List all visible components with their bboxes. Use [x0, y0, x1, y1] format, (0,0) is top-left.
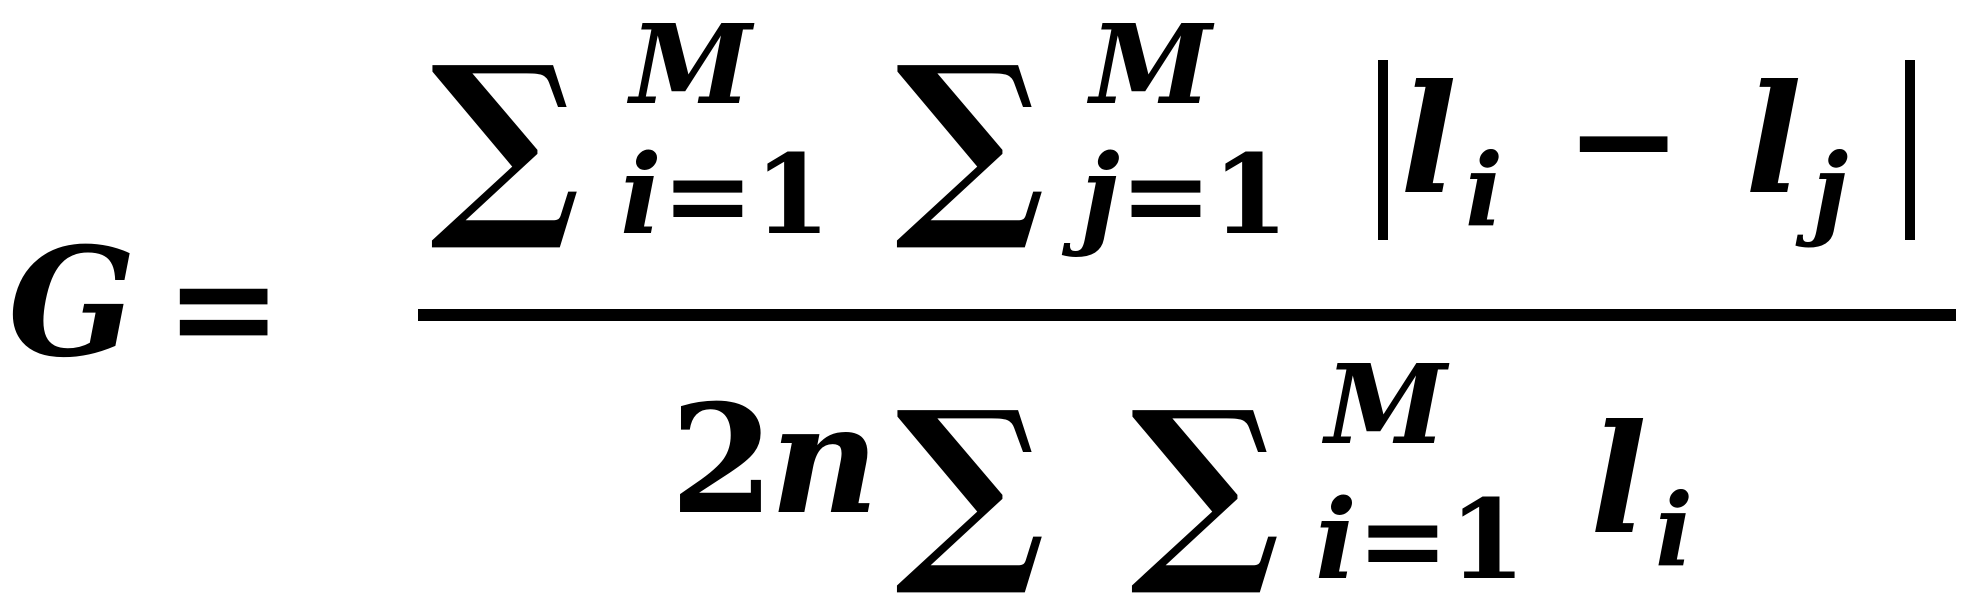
fraction-bar [418, 309, 1956, 321]
numerator-sum1-lower-val: 1 [753, 130, 831, 259]
equals-sign: = [165, 226, 283, 390]
numerator-sum1-lower [620, 130, 831, 259]
numerator-sum2-lower-var: j [1080, 130, 1120, 259]
abs-term-sub2: j [1812, 131, 1849, 249]
denominator-term-l: l [1590, 392, 1647, 568]
numerator-sum1-upper: M [630, 0, 752, 129]
abs-bar-right [1905, 60, 1915, 240]
denominator-sum3-sigma: ∑ [1130, 367, 1281, 602]
numerator-sum2-lower [1080, 130, 1289, 259]
denominator-sum3-lower-val: 1 [1448, 475, 1526, 604]
numerator-sum2-lower-eq: = [1119, 130, 1212, 259]
abs-term-minus: − [1565, 58, 1683, 222]
numerator-sum2-sigma: ∑ [895, 22, 1046, 257]
numerator-sum2-lower-val: 1 [1211, 130, 1289, 259]
denominator-sum3-lower [1315, 475, 1526, 604]
numerator-sum2-upper: M [1090, 0, 1212, 129]
abs-term-l2: l [1745, 52, 1802, 228]
denominator-coef: 2 [670, 372, 775, 548]
denominator-sum-plain: ∑ [895, 367, 1046, 602]
numerator-sum1-lower-var: i [620, 130, 662, 259]
numerator-sum1-sigma: ∑ [430, 22, 581, 257]
abs-bar-left [1378, 60, 1388, 240]
numerator-sum1-lower-eq: = [661, 130, 754, 259]
abs-term-sub1: i [1465, 131, 1503, 249]
denominator-sum3-lower-var: i [1315, 475, 1357, 604]
denominator-var-n: n [770, 372, 880, 548]
denominator-sum3-upper: M [1325, 340, 1447, 469]
denominator-term-sub: i [1655, 471, 1693, 589]
abs-term-l1: l [1400, 52, 1457, 228]
lhs-variable-G: G [8, 215, 137, 391]
denominator-sum3-lower-eq: = [1356, 475, 1449, 604]
